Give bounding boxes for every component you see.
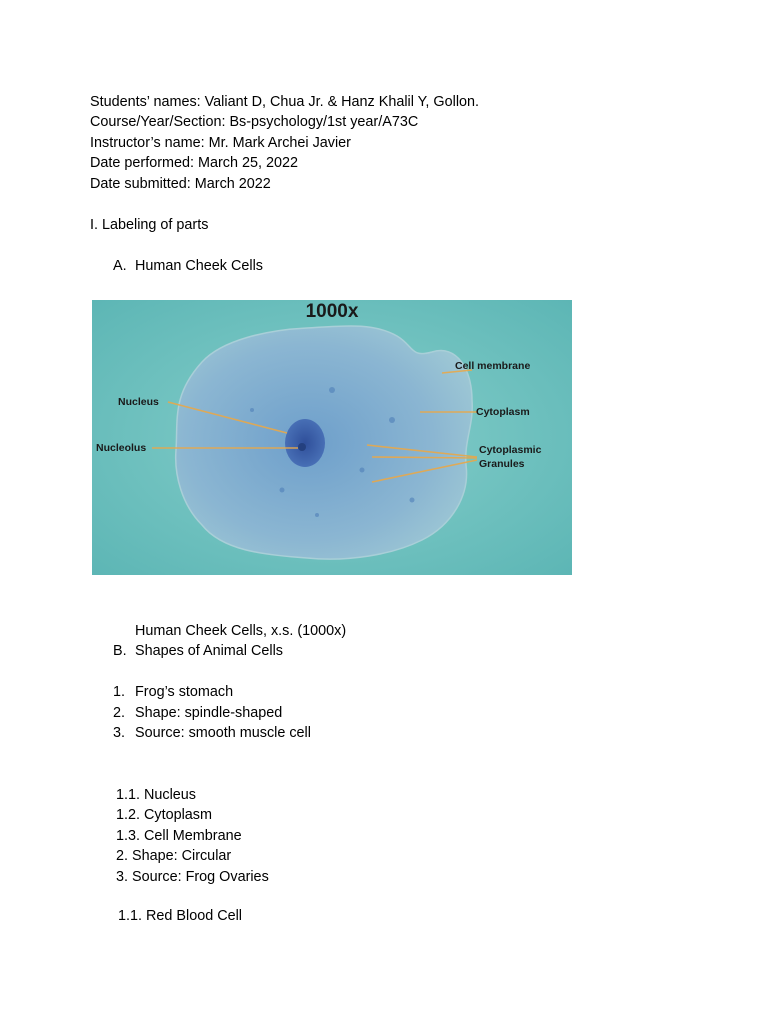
section-heading: I. Labeling of parts bbox=[90, 217, 209, 233]
list-item: 3. Source: Frog Ovaries bbox=[116, 869, 269, 885]
label-cytoplasm: Cytoplasm bbox=[476, 406, 530, 418]
students-names: Students’ names: Valiant D, Chua Jr. & Hanz Khalil Y, Gollon. bbox=[90, 94, 480, 110]
list-item: 1.3. Cell Membrane bbox=[116, 828, 242, 844]
instructor-name: Instructor’s name: Mr. Mark Archei Javier bbox=[90, 135, 351, 151]
list-item: 2. Shape: Circular bbox=[116, 848, 232, 864]
list-item: 1.1. Red Blood Cell bbox=[118, 908, 242, 924]
label-granules-line2: Granules bbox=[479, 458, 525, 470]
label-nucleus: Nucleus bbox=[118, 396, 159, 408]
nucleolus-shape bbox=[298, 443, 306, 451]
nucleus-shape bbox=[285, 419, 325, 467]
figure-caption: Human Cheek Cells, x.s. (1000x) bbox=[135, 623, 347, 639]
item-a-text: Human Cheek Cells bbox=[135, 258, 263, 274]
item-b-text: Shapes of Animal Cells bbox=[135, 643, 283, 659]
list-marker: 1. bbox=[113, 684, 126, 700]
list-item bbox=[113, 683, 233, 701]
list-text: Source: smooth muscle cell bbox=[135, 725, 311, 741]
date-submitted: Date submitted: March 2022 bbox=[90, 176, 271, 192]
item-a bbox=[113, 257, 263, 275]
cheek-cell-micrograph bbox=[92, 300, 572, 575]
granule bbox=[280, 488, 285, 493]
label-granules-line1: Cytoplasmic bbox=[479, 444, 542, 456]
granule bbox=[360, 468, 365, 473]
list-item bbox=[113, 724, 311, 742]
list-text: Frog’s stomach bbox=[135, 684, 234, 700]
date-performed: Date performed: March 25, 2022 bbox=[90, 155, 298, 171]
magnification-label: 1000x bbox=[305, 301, 359, 322]
list-item: 1.1. Nucleus bbox=[116, 787, 196, 803]
granule bbox=[410, 498, 415, 503]
granule bbox=[329, 387, 335, 393]
list-marker: 2. bbox=[113, 705, 126, 721]
list-item: 1.2. Cytoplasm bbox=[116, 807, 212, 823]
label-cell-membrane: Cell membrane bbox=[455, 360, 531, 372]
item-a-marker: A. bbox=[113, 258, 127, 274]
granule bbox=[250, 408, 254, 412]
granule bbox=[315, 513, 319, 517]
item-b bbox=[113, 642, 283, 660]
list-text: Shape: spindle-shaped bbox=[135, 705, 283, 721]
list-item bbox=[113, 704, 282, 722]
label-nucleolus: Nucleolus bbox=[96, 442, 147, 454]
course-year-section: Course/Year/Section: Bs-psychology/1st year/A73C bbox=[90, 114, 419, 130]
list-marker: 3. bbox=[113, 725, 126, 741]
granule bbox=[389, 417, 395, 423]
item-b-marker: B. bbox=[113, 643, 127, 659]
